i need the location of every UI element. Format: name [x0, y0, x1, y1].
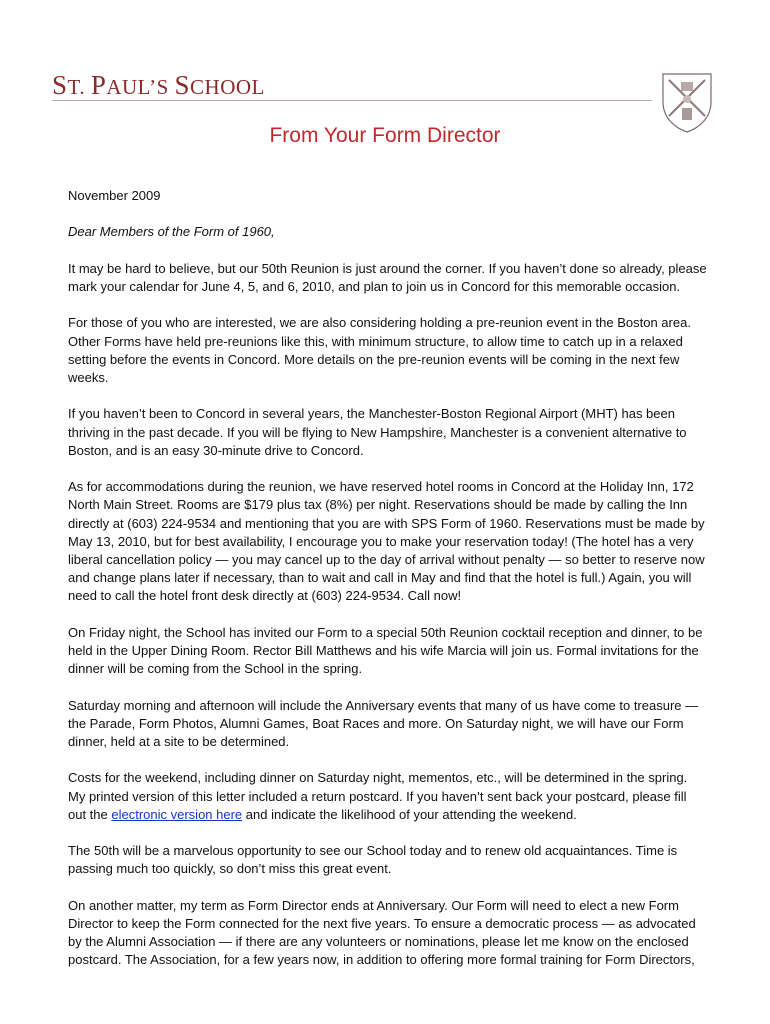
- paragraph-airport: If you haven’t been to Concord in several years, the Manchester-Boston Regional Airport (MHT) has been thriving in the past decade. If you will be flying to New Hampshire, Manchester is a convenient alternative to Boston, and is an easy 30-minute drive to Concord.: [68, 406, 687, 458]
- paragraph-pre-reunion: For those of you who are interested, we are also considering holding a pre-reunion event in the Boston area. Other Forms have held pre-reunions like this, with minimum structure, to allow time to catch up in a relaxed setting before the events in Concord. More details on the pre-reunion events will be coming in the next few weeks.: [68, 315, 691, 385]
- paragraph-opportunity: The 50th will be a marvelous opportunity to see our School today and to renew old acquaintances. Time is passing much too quickly, so don’t miss this great event.: [68, 843, 678, 877]
- paragraph-costs: Costs for the weekend, including dinner on Saturday night, mementos, etc., will be determined in the spring. My printed version of this letter included a return postcard. If you haven’t sent back your postcard, please fill out the electronic version here and indicate the likelihood of your attending the weekend.: [68, 770, 688, 822]
- paragraph-friday: On Friday night, the School has invited our Form to a special 50th Reunion cocktail reception and dinner, to be held in the Upper Dining Room. Rector Bill Matthews and his wife Marcia will join us. Formal invitations for the dinner will be coming from the School in the spring.: [68, 624, 703, 677]
- letter-date: November 2009: [68, 188, 161, 203]
- paragraph-accommodations: As for accommodations during the reunion, we have reserved hotel rooms in Concord at the Holiday Inn, 172 North Main Street. Rooms are $179 plus tax (8%) per night. Reservations should be made by calling the Inn directly at (603) 224-9534 and mentioning that you are with SPS Form of 1960. Reservations must be made by May 13, 2010, but for best availability, I encourage you to make your reservation today! (The hotel has a very liberal cancellation policy — you may cancel up to the day of arrival without penalty — so better to reserve now and change plans later if necessary, than to wait and call in May and find that the hotel is full.) Again, you will need to call the hotel front desk directly at (603) 224-9534. Call now!: [68, 479, 705, 604]
- paragraph-saturday: Saturday morning and afternoon will include the Anniversary events that many of us have come to treasure — the Parade, Form Photos, Alumni Games, Boat Races and more. On Saturday night, we will have our Form dinner, held at a site to be determined.: [68, 697, 699, 749]
- electronic-version-link[interactable]: electronic version here: [111, 806, 243, 822]
- page-title: From Your Form Director: [269, 124, 501, 147]
- paragraph-form-director: On another matter, my term as Form Director ends at Anniversary. Our Form will need to elect a new Form Director to keep the Form connected for the next five years. To ensure a democratic process — as advocated by the Alumni Association — if there are any volunteers or nominations, please let me know on the enclosed postcard. The Association, for a few years now, in addition to offering more formal training for Form Directors,: [68, 897, 696, 968]
- letter-salutation: Dear Members of the Form of 1960,: [68, 224, 275, 240]
- header-rule: [52, 100, 652, 101]
- paragraph-reunion: It may be hard to believe, but our 50th Reunion is just around the corner. If you haven’t done so already, please mark your calendar for June 4, 5, and 6, 2010, and plan to join us in Concord for this memorable occasion.: [68, 260, 707, 294]
- letter-body: [68, 187, 708, 988]
- school-name-logo: ST. PAUL’S SCHOOL: [52, 70, 265, 100]
